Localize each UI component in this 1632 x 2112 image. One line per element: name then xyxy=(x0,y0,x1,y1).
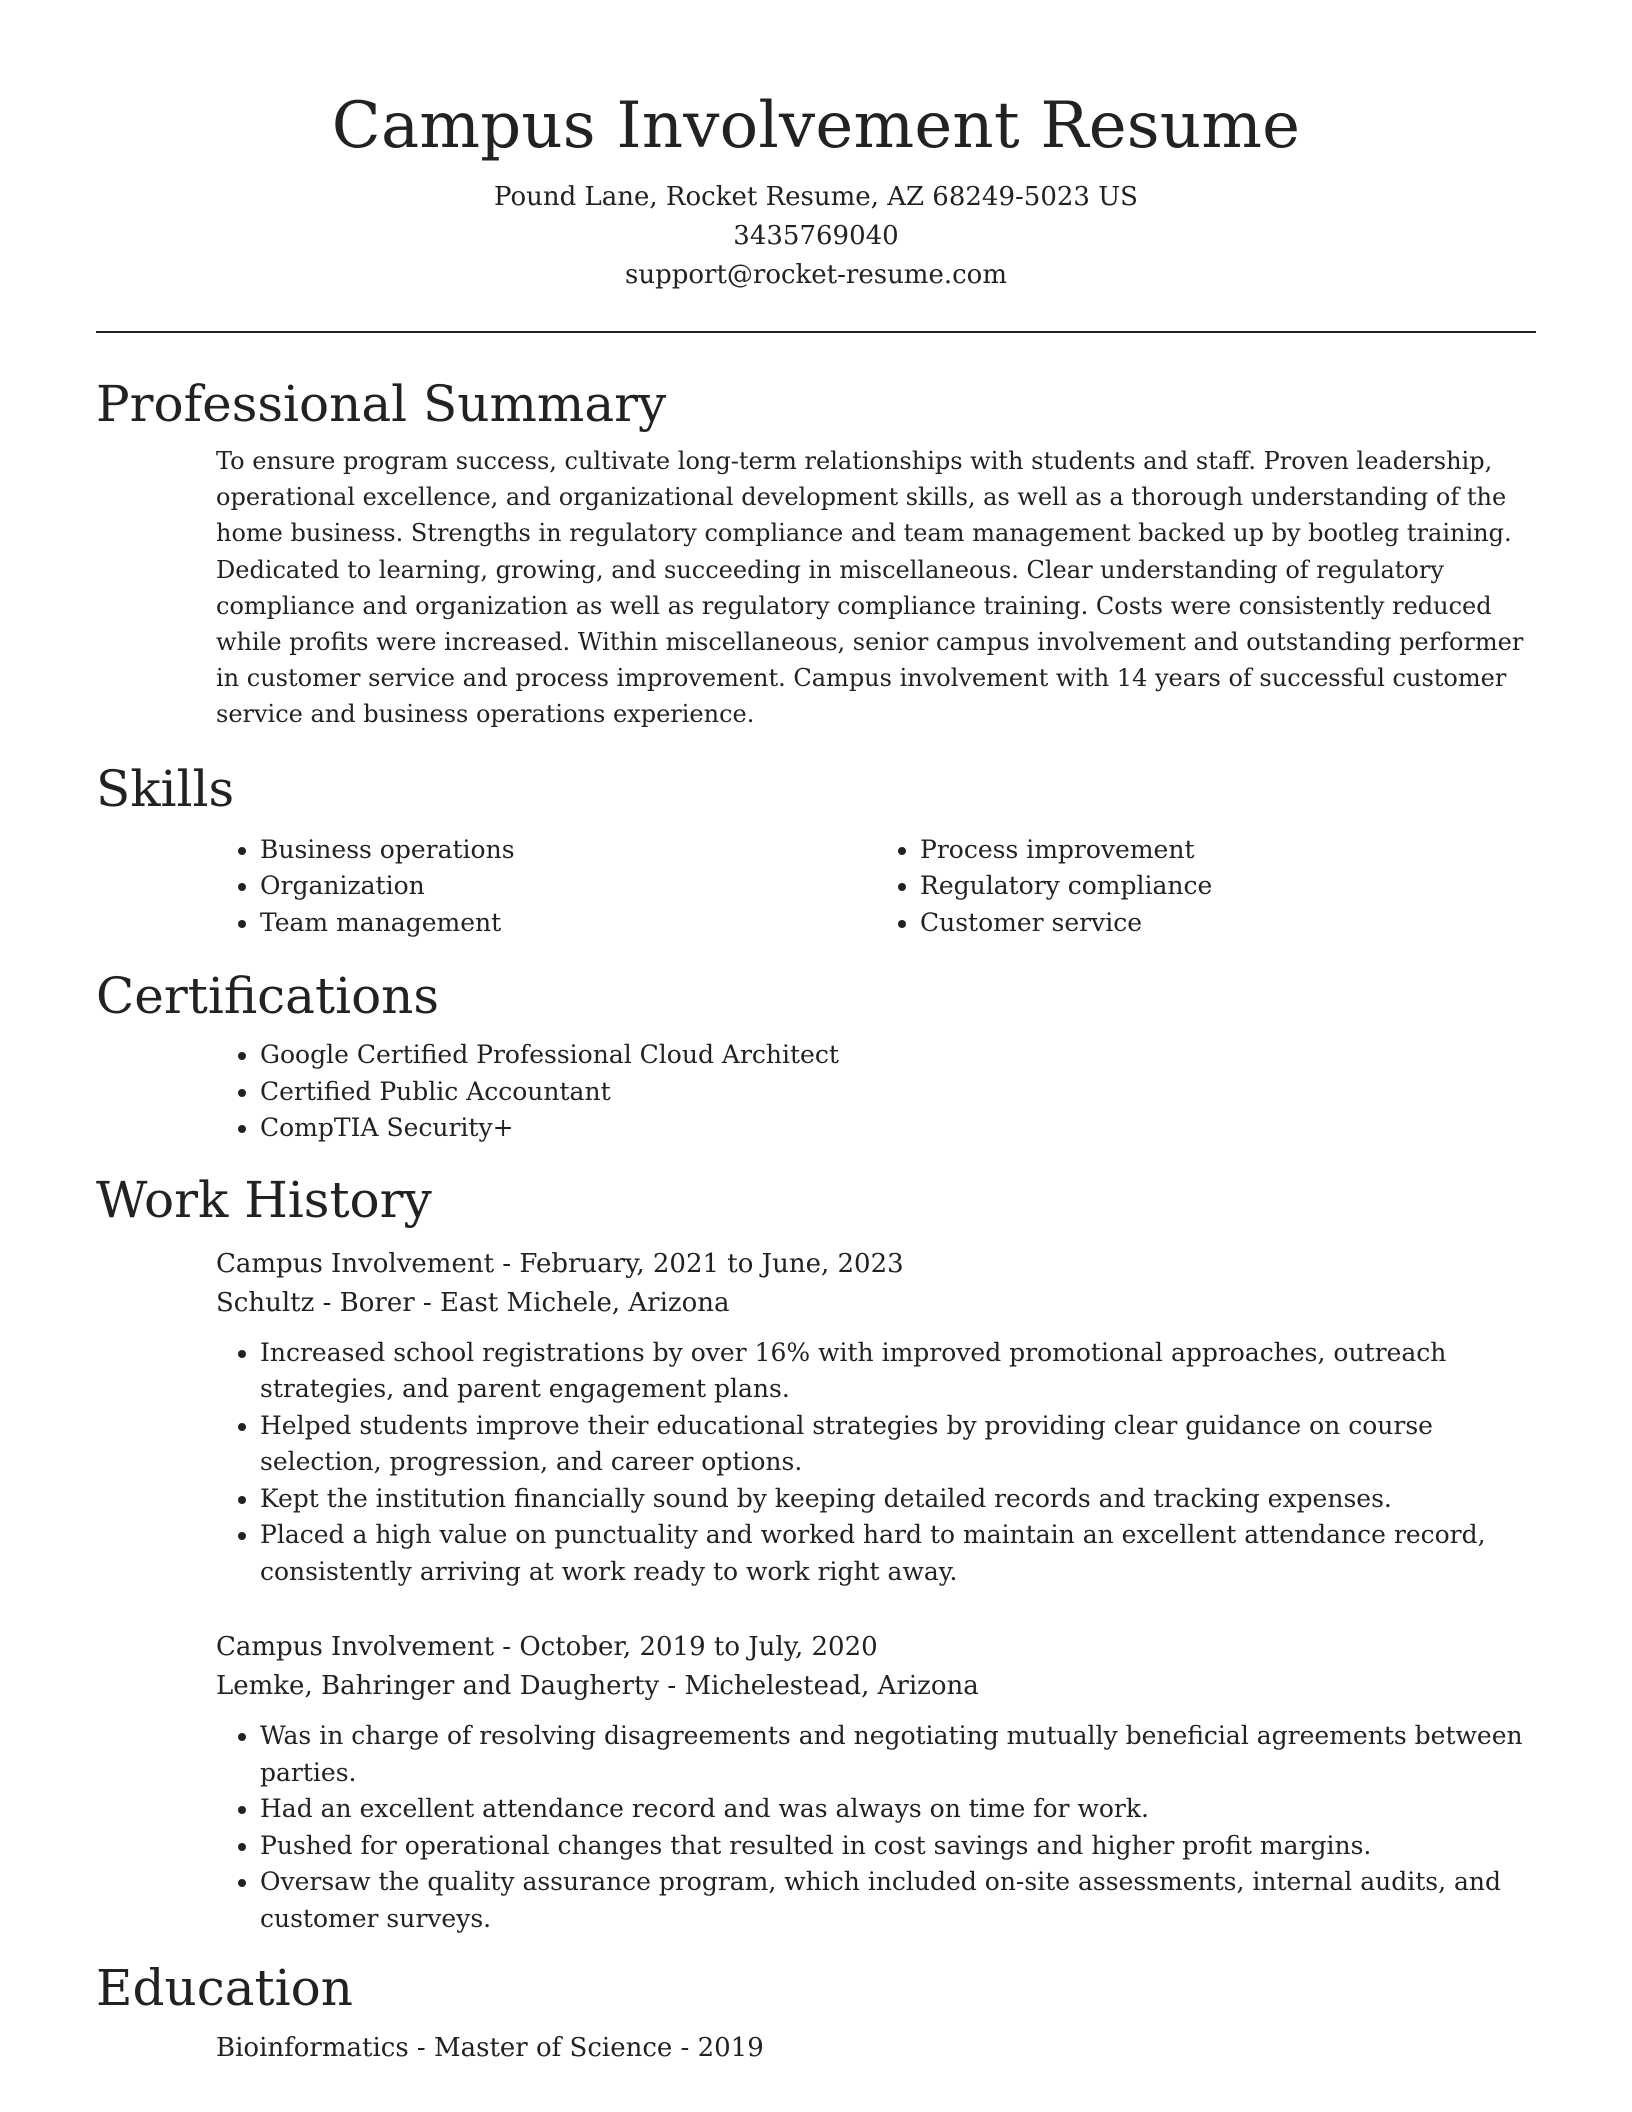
contact-email: support@rocket-resume.com xyxy=(624,260,1007,290)
job-location: - Michelestead, Arizona xyxy=(659,1671,979,1702)
summary-section xyxy=(96,373,1536,733)
skills-right-column xyxy=(876,832,1536,942)
skill-item: • Organization xyxy=(260,868,876,905)
skill-item: • Customer service xyxy=(920,905,1536,942)
job-bullet: • Helped students improve their educational strategies by providing clear guidance on course selection, progression, and career options. xyxy=(260,1408,1536,1481)
job-bullet: • Placed a high value on punctuality and worked hard to maintain an excellent attendance record, consistently arriving at work ready to work right away. xyxy=(260,1517,1536,1590)
education-heading: Education xyxy=(96,1959,353,2018)
skills-grid xyxy=(216,832,1536,942)
skill-item: • Regulatory compliance xyxy=(920,868,1536,905)
skills-left-column xyxy=(216,832,876,942)
job-bullet: • Kept the institution financially sound by keeping detailed records and tracking expenses. xyxy=(260,1481,1536,1518)
contact-block xyxy=(96,178,1536,295)
education-section xyxy=(96,1957,1536,2068)
job-bullet: • Was in charge of resolving disagreements and negotiating mutually beneficial agreements between parties. xyxy=(260,1718,1536,1791)
job-entry xyxy=(216,1245,1536,1591)
certification-item: • CompTIA Security+ xyxy=(260,1110,1536,1147)
job-entry xyxy=(216,1628,1536,1937)
job-bullets xyxy=(216,1718,1536,1937)
job-company: Lemke, Bahringer and Daugherty xyxy=(216,1671,660,1702)
skills-heading: Skills xyxy=(96,759,235,818)
job-location: - East Michele, Arizona xyxy=(414,1287,730,1318)
job-bullet: • Had an excellent attendance record and was always on time for work. xyxy=(260,1791,1536,1828)
work-history-heading: Work History xyxy=(96,1170,432,1229)
skill-item: • Team management xyxy=(260,905,876,942)
certification-item: • Certified Public Accountant xyxy=(260,1074,1536,1111)
summary-heading: Professional Summary xyxy=(96,375,667,433)
contact-address: Pound Lane, Rocket Resume, AZ 68249-5023 US xyxy=(494,182,1138,212)
contact-phone: 3435769040 xyxy=(733,221,899,251)
job-company-line xyxy=(216,1284,1536,1323)
header-divider xyxy=(96,331,1536,333)
certification-item: • Google Certified Professional Cloud Architect xyxy=(260,1037,1536,1074)
job-bullets xyxy=(216,1335,1536,1591)
job-title: Campus Involvement xyxy=(216,1248,495,1279)
job-title-line xyxy=(216,1245,1536,1284)
skill-item: • Process improvement xyxy=(920,832,1536,869)
job-bullet: • Oversaw the quality assurance program, which included on-site assessments, internal audits, and customer surveys. xyxy=(260,1864,1536,1937)
job-bullet: • Increased school registrations by over 16% with improved promotional approaches, outreach strategies, and parent engagement plans. xyxy=(260,1335,1536,1408)
certifications-heading: Certifications xyxy=(96,967,440,1026)
education-item: Bioinformatics - Master of Science - 2019 xyxy=(216,2033,764,2064)
certifications-list xyxy=(216,1037,1536,1147)
resume-page xyxy=(96,0,1536,2068)
job-company: Schultz - Borer xyxy=(216,1287,415,1318)
skill-item: • Business operations xyxy=(260,832,876,869)
job-title-line xyxy=(216,1628,1536,1667)
certifications-section xyxy=(96,965,1536,1147)
job-dates: - February, 2021 to June, 2023 xyxy=(494,1248,904,1279)
skills-section xyxy=(96,758,1536,942)
resume-title: Campus Involvement Resume xyxy=(331,89,1301,163)
job-company-line xyxy=(216,1667,1536,1706)
summary-text: To ensure program success, cultivate long-term relationships with students and staff. Proven leadership, operational excellence, and organizational development skills, as well as a thorough understanding of the home business. Strengths in regulatory compliance and team management backed up by bootleg training. Dedicated to learning, growing, and succeeding in miscellaneous. Clear understanding of regulatory compliance and organization as well as regulatory compliance training. Costs were consistently reduced while profits were increased. Within miscellaneous, senior campus involvement and outstanding performer in customer service and process improvement. Campus involvement with 14 years of successful customer service and business operations experience. xyxy=(216,447,1524,729)
work-history-section xyxy=(96,1169,1536,1938)
job-dates: - October, 2019 to July, 2020 xyxy=(494,1632,878,1663)
job-bullet: • Pushed for operational changes that resulted in cost savings and higher profit margins. xyxy=(260,1828,1536,1865)
job-title: Campus Involvement xyxy=(216,1632,495,1663)
